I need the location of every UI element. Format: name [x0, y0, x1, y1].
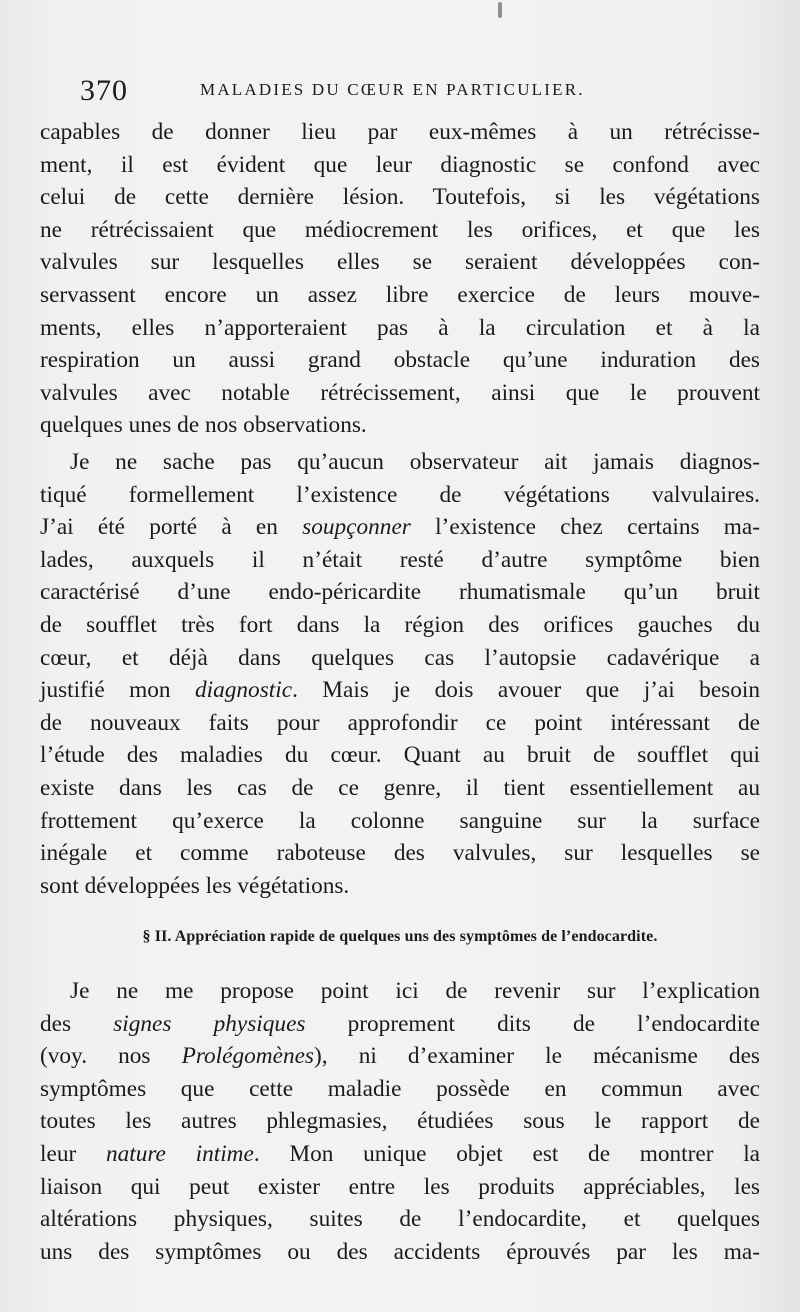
text-line: valvules sur lesquelles elles se seraient développées con- [40, 249, 760, 276]
text-run: proprement dits de l’endocardite [305, 1010, 760, 1037]
text-line: valvules avec notable rétrécissement, ainsi que le prouvent [40, 379, 760, 406]
text-line: uns des symptômes ou des accidents éprouvés par les ma- [40, 1238, 760, 1265]
text-line: toutes les autres phlegmasies, étudiées sous le rapport de [40, 1108, 760, 1135]
text-run: leur [40, 1140, 106, 1167]
text-line: servassent encore un assez libre exercice de leurs mouve- [40, 281, 760, 308]
text-run: . Mon unique objet est de montrer la [253, 1140, 761, 1167]
text-line [40, 674, 760, 707]
italic-term: soupçonner [302, 514, 411, 541]
text-line: sont développées les végétations. [40, 872, 350, 899]
text-line: celui de cette dernière lésion. Toutefois, si les végétations [40, 184, 760, 211]
page-number: 370 [80, 74, 128, 107]
text-run: (voy. nos [40, 1043, 182, 1070]
italic-term: signes physiques [113, 1010, 306, 1037]
text-line: respiration un aussi grand obstacle qu’une induration des [40, 347, 760, 374]
text-line: quelques unes de nos observations. [40, 412, 367, 439]
text-line: de nouveaux faits pour approfondir ce point intéressant de [40, 709, 760, 736]
text-line: ment, il est évident que leur diagnostic se confond avec [40, 151, 760, 178]
paragraph-1 [40, 116, 760, 442]
text-line [40, 511, 760, 544]
text-line: symptômes que cette maladie possède en commun avec [40, 1075, 760, 1102]
text-line: existe dans les cas de ce genre, il tient essentiellement au [40, 774, 760, 801]
text-run: des [40, 1010, 114, 1037]
text-line: Je ne sache pas qu’aucun observateur ait jamais diagnos- [70, 449, 760, 475]
text-run: justifié mon [40, 677, 195, 704]
text-line: caractérisé d’une endo-péricardite rhumatismale qu’un bruit [40, 579, 760, 606]
text-line: cœur, et déjà dans quelques cas l’autopsie cadavérique a [40, 644, 760, 671]
text-line: lades, auxquels il n’était resté d’autre symptôme bien [40, 546, 760, 573]
italic-term: Prolégomènes [181, 1043, 315, 1070]
paragraph-3 [40, 975, 760, 1268]
text-run: J’ai été porté à en [40, 514, 303, 541]
text-line: de soufflet très fort dans la région des orifices gauches du [40, 611, 760, 638]
text-line: Je ne me propose point ici de revenir sur l’explication [70, 978, 760, 1004]
text-line: altérations physiques, suites de l’endocardite, et quelques [40, 1206, 760, 1233]
text-line [40, 1008, 760, 1041]
text-run: . Mais je dois avouer que j’ai besoin [292, 677, 760, 704]
text-line: liaison qui peut exister entre les produits appréciables, les [40, 1173, 760, 1200]
text-line [40, 1138, 760, 1171]
text-line: frottement qu’exerce la colonne sanguine sur la surface [40, 807, 760, 834]
italic-term: nature intime [105, 1140, 254, 1167]
text-run: l’existence chez certains ma- [410, 514, 761, 541]
text-line: ne rétrécissaient que médiocrement les orifices, et que les [40, 216, 760, 243]
running-head: MALADIES DU CŒUR EN PARTICULIER. [200, 80, 585, 99]
text-line: inégale et comme raboteuse des valvules, sur lesquelles se [40, 840, 760, 867]
text-line: l’étude des maladies du cœur. Quant au bruit de soufflet qui [40, 742, 760, 769]
ink-mark [498, 2, 502, 18]
text-line: tiqué formellement l’existence de végétations valvulaires. [40, 481, 760, 508]
italic-term: diagnostic [194, 677, 293, 704]
text-line [40, 1040, 760, 1073]
paragraph-2 [40, 446, 760, 902]
text-line: ments, elles n’apporteraient pas à la circulation et à la [40, 314, 760, 341]
text-line: capables de donner lieu par eux-mêmes à un rétrécisse- [40, 119, 760, 145]
section-heading: § II. Appréciation rapide de quelques uns des symptômes de l’endocardite. [142, 928, 658, 945]
text-run: ), ni d’examiner le mécanisme des [314, 1043, 760, 1070]
page-header [40, 72, 770, 112]
